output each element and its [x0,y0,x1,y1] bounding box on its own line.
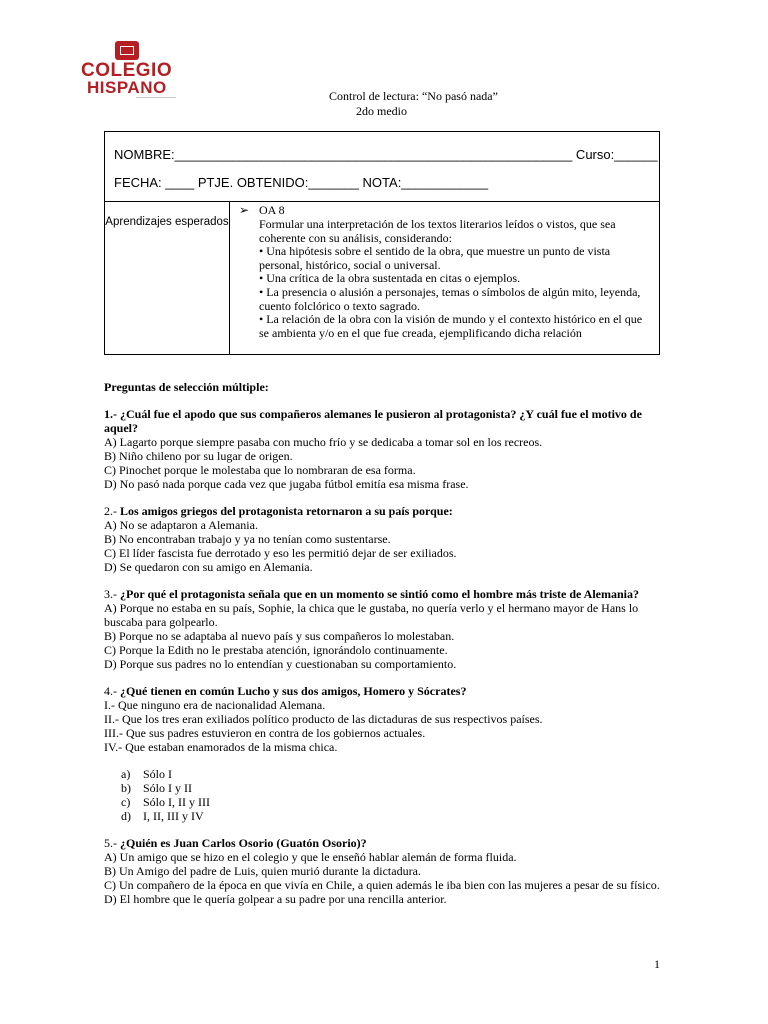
answer-option[interactable]: A) Un amigo que se hizo en el colegio y que le enseñó hablar alemán de forma fluida. [104,850,517,864]
answer-option[interactable]: A) Porque no estaba en su país, Sophie, la chica que le gustaba, no quería verlo y el hermano mayor de Hans lo buscaba para golpearlo. [104,601,639,629]
fecha-puntaje-nota-field[interactable]: FECHA: ____ PTJE. OBTENIDO:_______ NOTA:____________ [114,175,489,190]
question-heading [104,504,664,518]
aprendizajes-label: Aprendizajes esperados [105,202,230,354]
statement: IV.- Que estaban enamorados de la misma chica. [104,740,338,754]
question-heading [104,587,664,601]
objective-line: • Una crítica de la obra sustentada en citas o ejemplos. [259,271,521,286]
document-title: Control de lectura: “No pasó nada” [329,89,498,103]
option-text: Sólo I, II y III [143,795,210,809]
student-fields-row [105,132,659,202]
objective-code: OA 8 [259,203,285,217]
statement: II.- Que los tres eran exiliados político producto de las dictaduras de sus respectivos países. [104,712,543,726]
question-number: 1.- [104,407,120,421]
questions-section [104,380,664,919]
question-heading [104,407,664,435]
answer-option[interactable]: B) Niño chileno por su lugar de origen. [104,449,293,463]
question-number: 2.- [104,504,120,518]
question-text: ¿Cuál fue el apodo que sus compañeros alemanes le pusieron al protagonista? ¿Y cuál fue el motivo de aquel? [104,407,642,435]
option-letter: b) [121,781,131,795]
section-title: Preguntas de selección múltiple: [104,380,269,394]
answer-option[interactable]: D) El hombre que le quería golpear a su padre por una rencilla anterior. [104,892,447,906]
objective-line: Formular una interpretación de los textos literarios leídos o vistos, que sea coherente con su análisis, considerando: [259,217,616,245]
statement: III.- Que sus padres estuvieron en contra de los gobiernos actuales. [104,726,426,740]
question-heading [104,684,664,698]
objective-line: • La presencia o alusión a personajes, temas o símbolos de algún mito, leyenda, cuento folclórico o texto sagrado. [259,284,641,313]
question-number: 3.- [104,587,120,601]
question-text: ¿Qué tienen en común Lucho y sus dos amigos, Homero y Sócrates? [120,684,467,698]
answer-option[interactable] [121,781,664,795]
answer-option[interactable] [121,795,664,809]
option-text: I, II, III y IV [143,809,204,823]
answer-option[interactable]: C) Pinochet porque le molestaba que lo nombraran de esa forma. [104,463,416,477]
objective-line: • Una hipótesis sobre el sentido de la obra, que muestre un punto de vista personal, histórico, social o universal. [259,244,611,272]
answer-option[interactable]: B) No encontraban trabajo y ya no tenían como sustentarse. [104,532,391,546]
statement: I.- Que ninguno era de nacionalidad Alemana. [104,698,326,712]
answer-option[interactable]: D) No pasó nada porque cada vez que jugaba fútbol emitía esa misma frase. [104,477,469,491]
question-2 [104,504,664,574]
objective-description [239,218,651,340]
option-letter: c) [121,795,131,809]
school-logo [78,40,182,100]
answer-option[interactable]: C) El líder fascista fue derrotado y eso les permitió dejar de ser exiliados. [104,546,457,560]
question-number: 5.- [104,836,120,850]
answer-option[interactable] [121,767,664,781]
question-heading [104,836,664,850]
answer-options-list [104,767,664,823]
question-1 [104,407,664,491]
option-letter: d) [121,809,131,823]
question-text: ¿Quién es Juan Carlos Osorio (Guatón Osorio)? [120,836,367,850]
logo-tagline-rule [136,97,176,98]
nombre-curso-field[interactable]: NOMBRE:_______________________________________________________ Curso:______ [114,147,658,162]
option-letter: a) [121,767,131,781]
option-text: Sólo I y II [143,781,192,795]
answer-option[interactable] [121,809,664,823]
question-3 [104,587,664,671]
page-number: 1 [654,957,660,971]
document-subtitle: 2do medio [356,104,407,118]
question-number: 4.- [104,684,120,698]
answer-option[interactable]: D) Porque sus padres no lo entendían y cuestionaban su comportamiento. [104,657,457,671]
arrow-bullet-icon: ➢ [239,203,250,217]
answer-option[interactable]: C) Porque la Edith no le prestaba atención, ignorándolo continuamente. [104,643,448,657]
student-info-box [104,131,660,355]
objective-line: • La relación de la obra con la visión de mundo y el contexto histórico en el que se ambienta y/o en el que fue creada, ejemplificando dicha relación [259,312,643,340]
logo-line2: HISPANO [87,78,167,97]
answer-option[interactable]: A) Lagarto porque siempre pasaba con mucho frío y se dedicaba a tomar sol en los recreos. [104,435,543,449]
objective-cell [239,204,651,340]
answer-option[interactable]: B) Un Amigo del padre de Luis, quien murió durante la dictadura. [104,864,421,878]
logo-line1: COLEGIO [81,60,173,81]
answer-option[interactable]: B) Porque no se adaptaba al nuevo país y sus compañeros lo molestaban. [104,629,455,643]
question-text: Los amigos griegos del protagonista retornaron a su país porque: [120,504,453,518]
answer-option[interactable]: D) Se quedaron con su amigo en Alemania. [104,560,313,574]
option-text: Sólo I [143,767,173,781]
question-text: ¿Por qué el protagonista señala que en un momento se sintió como el hombre más triste de Alemania? [120,587,639,601]
question-4 [104,684,664,823]
answer-option[interactable]: A) No se adaptaron a Alemania. [104,518,258,532]
school-crest-icon [115,41,139,60]
question-5 [104,836,664,906]
objective-header [239,204,651,218]
answer-option[interactable]: C) Un compañero de la época en que vivía en Chile, a quien además le iba bien con las mujeres a pesar de su físico. [104,878,660,892]
